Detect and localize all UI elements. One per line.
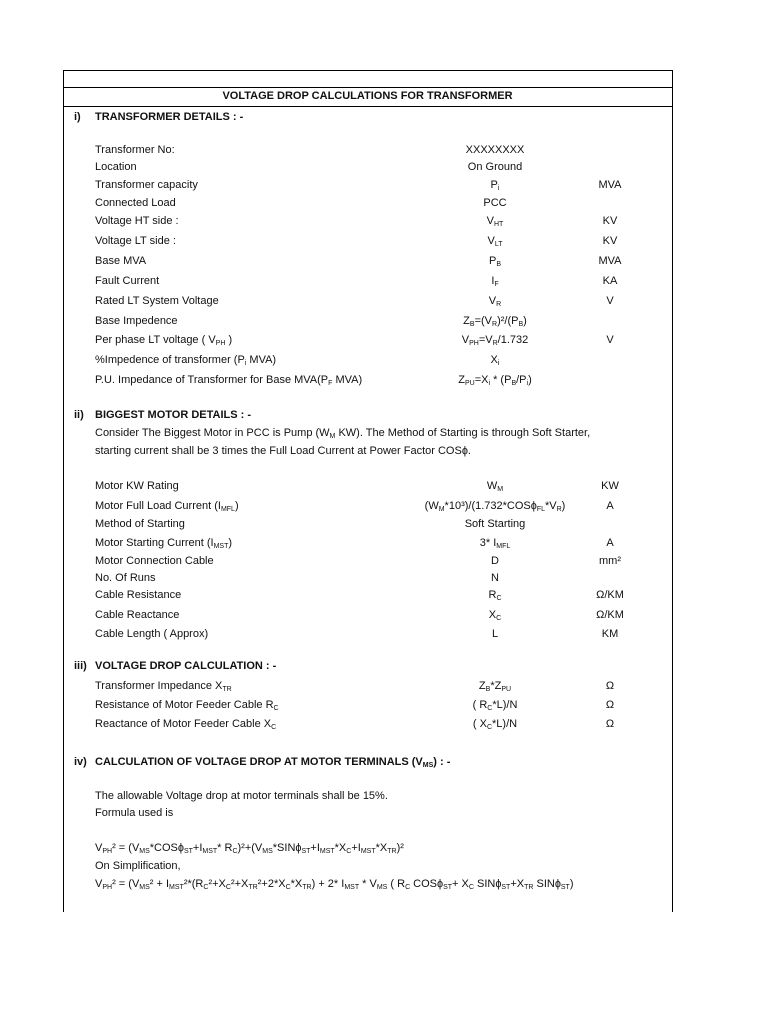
transformer-no-label: Transformer No: [95,144,175,156]
equation-term: SINɸ [473,878,502,890]
per-phase-voltage-unit: V [606,334,614,346]
equation-subscript: C [468,884,474,891]
section-3-heading: VOLTAGE DROP CALCULATION : - [95,660,277,672]
frame-left-border [63,70,64,912]
starting-current-label: Motor Starting Current $(I_{MST})$ [95,537,233,550]
equation-term: *X [290,878,303,890]
starting-current-formula: 3* $I_{MFL}$ [479,537,511,550]
cable-reactance-label: Cable Reactance [95,609,180,621]
equation-subscript: ST [443,884,453,891]
equation-term: ² = (V [112,878,140,890]
connected-load-label: Connected Load [95,197,176,209]
base-impedence-formula: $Z_B=(V_R)^2/(P_B)$ [463,315,527,328]
equation-term: )²+(V [237,842,263,854]
equation-term: +X [510,878,525,890]
motor-intro-line-2: starting current shall be 3 times the Full Load Current at Power Factor COSɸ. [95,445,471,457]
motor-kw-unit: KW [601,480,619,492]
equation-subscript: ST [301,848,311,855]
impedence-percent-symbol: $X_i$ [490,354,500,367]
capacity-unit: MVA [598,179,622,191]
equation-subscript: MST [344,884,360,891]
equation-term: ² + I [149,878,170,890]
equation-term: * R [217,842,233,854]
equation-1 [95,841,404,855]
cable-length-label: Cable Length ( Approx) [95,628,209,640]
voltage-ht-symbol: $V_{HT}$ [486,215,504,228]
feeder-resistance-formula: ( $R_C*L)/N$ [472,699,518,712]
connection-cable-unit: mm² [599,555,621,567]
runs-value: N [491,572,499,584]
equation-term: ²*(R [183,878,204,890]
capacity-symbol: $P_i$ [490,179,500,192]
equation-subscript: ST [183,848,193,855]
starting-method-value: Soft Starting [464,518,526,530]
cable-resistance-symbol: $R_C$ [488,589,502,602]
capacity-label: Transformer capacity [95,179,198,191]
equation-subscript: ST [560,884,570,891]
impedence-percent-label: %Impedence of transformer ($P_i$ MVA) [95,354,277,367]
pu-impedance-formula: $Z_{PU}=X_i * (P_B/P_i)$ [458,374,532,387]
equation-subscript: TR [248,884,258,891]
equation-term: * V [359,878,377,890]
equation-subscript: PH [102,884,113,891]
voltage-lt-label: Voltage LT side : [95,235,176,247]
equation-term: *COSɸ [149,842,184,854]
equation-subscript: MS [262,848,273,855]
xtr-label: Transformer Impedance $X_{TR}$ [95,680,232,693]
section-1-number: i) [74,111,81,123]
equation-term: COSɸ [410,878,444,890]
location-label: Location [95,161,137,173]
equation-term: +I [192,842,203,854]
per-phase-voltage-label: Per phase LT voltage ( $V_{PH}$ ) [95,334,233,347]
equation-term: ²+X [230,878,249,890]
section-2-number: ii) [74,409,84,421]
equation-subscript: C [203,884,209,891]
equation-term: *SINɸ [272,842,302,854]
connection-cable-value: D [491,555,499,567]
base-mva-symbol: $P_B$ [488,255,501,268]
cable-length-value: L [491,628,499,640]
fault-current-label: Fault Current [95,275,160,287]
equation-subscript: MS [139,884,150,891]
base-impedence-label: Base Impedence [95,315,178,327]
page-title: VOLTAGE DROP CALCULATIONS FOR TRANSFORMER [222,90,513,102]
base-mva-label: Base MVA [95,255,147,267]
rated-voltage-label: Rated LT System Voltage [95,295,219,307]
motor-kw-label: Motor KW Rating [95,480,179,492]
equation-term: ² = (V [112,842,140,854]
equation-term: V [95,878,103,890]
base-mva-unit: MVA [598,255,622,267]
section-4-number: iv) [74,756,87,768]
motor-flc-unit: A [606,500,614,512]
equation-subscript: C [346,848,352,855]
formula-used-text: Formula used is [95,807,174,819]
equation-term: + X [452,878,469,890]
section-3-number: iii) [74,660,87,672]
allowable-drop-text: The allowable Voltage drop at motor terminals shall be 15%. [95,790,388,802]
connection-cable-label: Motor Connection Cable [95,555,214,567]
motor-kw-symbol: $W_M$ [486,480,504,493]
voltage-ht-unit: KV [602,215,618,227]
cable-reactance-unit: Ω/KM [596,609,624,621]
per-phase-voltage-formula: $V_{PH}=V_R/1.732$ [461,334,529,347]
equation-term: ²+2*X [257,878,286,890]
xtr-formula: $Z_B*Z_{PU}$ [478,680,512,693]
equation-term: +I [351,842,361,854]
equation-subscript: C [285,884,291,891]
starting-method-label: Method of Starting [95,518,185,530]
feeder-reactance-label: Reactance of Motor Feeder Cable $X_C$ [95,718,277,731]
equation-subscript: C [405,884,411,891]
fault-current-unit: KA [602,275,618,287]
cable-length-unit: KM [601,628,619,640]
equation-subscript: MST [360,848,376,855]
motor-intro-line-1: Consider The Biggest Motor in PCC is Pump ($W_M$ KW). The Method of Starting is through Soft Starter, [95,427,591,440]
section-2-heading: BIGGEST MOTOR DETAILS : - [95,409,252,421]
equation-subscript: TR [387,848,397,855]
starting-current-unit: A [606,537,614,549]
location-value: On Ground [467,161,523,173]
voltage-lt-unit: KV [602,235,618,247]
equation-subscript: C [232,848,238,855]
fault-current-symbol: $I_F$ [491,275,499,288]
motor-flc-label: Motor Full Load Current $(I_{MFL})$ [95,500,239,513]
feeder-resistance-label: Resistance of Motor Feeder Cable $R_C$ [95,699,279,712]
equation-subscript: MST [169,884,184,891]
equation-subscript: MS [139,848,150,855]
equation-2 [95,877,574,891]
equation-subscript: C [225,884,231,891]
section-1-heading: TRANSFORMER DETAILS : - [95,111,244,123]
equation-term: *X [375,842,388,854]
equation-term: ) + 2* I [311,878,345,890]
pu-impedance-label: P.U. Impedance of Transformer for Base $MVA(P_F$ MVA) [95,374,363,387]
runs-label: No. Of Runs [95,572,156,584]
equation-subscript: MST [202,848,218,855]
equation-subscript: TR [302,884,312,891]
voltage-lt-symbol: $V_{LT}$ [487,235,503,248]
equation-subscript: TR [524,884,534,891]
equation-term: SINɸ [533,878,561,890]
equation-subscript: MST [319,848,335,855]
equation-term: +I [310,842,320,854]
cable-reactance-symbol: $X_C$ [488,609,502,622]
cable-resistance-unit: Ω/KM [596,589,624,601]
transformer-no-value: XXXXXXXX [465,144,525,156]
frame-top-border [63,70,672,71]
equation-term: *X [334,842,347,854]
simplification-text: On Simplification, [95,860,181,872]
voltage-ht-label: Voltage HT side : [95,215,179,227]
equation-term: )² [396,842,404,854]
xtr-unit: Ω [605,680,615,692]
connected-load-value: PCC [483,197,507,209]
equation-term: V [95,842,103,854]
equation-term: ²+X [208,878,226,890]
feeder-reactance-formula: ( $X_C*L)/N$ [472,718,518,731]
equation-term: ( R [387,878,406,890]
rated-voltage-unit: V [606,295,614,307]
equation-subscript: PH [102,848,113,855]
section-4-heading: CALCULATION OF VOLTAGE DROP AT MOTOR TERMINALS $(V_{MS})$ : - [95,756,451,769]
frame-right-border [672,70,673,912]
equation-subscript: MS [376,884,388,891]
cable-resistance-label: Cable Resistance [95,589,182,601]
feeder-reactance-unit: Ω [605,718,615,730]
equation-term: ) [569,878,574,890]
rated-voltage-symbol: $V_R$ [488,295,502,308]
equation-subscript: ST [501,884,511,891]
motor-flc-formula: $(W_M*10^3)/(1.732*COSɸ_{FL}*V_R)$ [424,500,566,513]
feeder-resistance-unit: Ω [605,699,615,711]
